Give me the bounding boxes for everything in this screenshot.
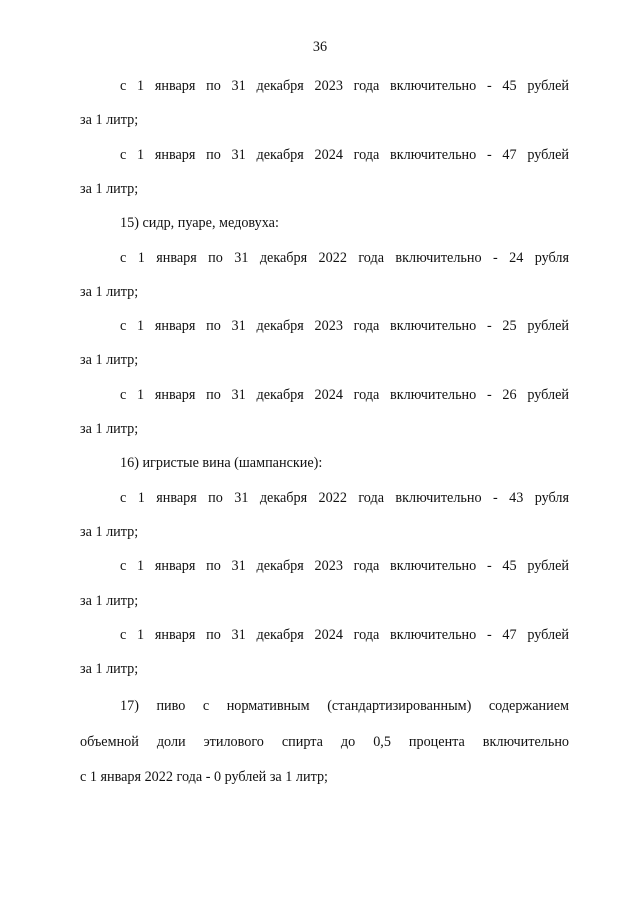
- list-item-heading: 15) сидр, пуаре, медовуха:: [120, 215, 279, 231]
- page-number: 36: [312, 39, 328, 55]
- text-line: с 1 января по 31 декабря 2024 года включительно - 47 рублей: [120, 627, 569, 643]
- text-line: за 1 литр;: [80, 352, 139, 368]
- text-line: за 1 литр;: [80, 524, 139, 540]
- list-item-heading: 17) пиво с нормативным (стандартизированным) содержанием: [120, 698, 569, 714]
- text-line: с 1 января по 31 декабря 2023 года включительно - 45 рублей: [120, 78, 569, 94]
- text-line: с 1 января 2022 года - 0 рублей за 1 литр;: [80, 769, 328, 785]
- text-line: с 1 января по 31 декабря 2022 года включительно - 43 рубля: [120, 490, 569, 506]
- text-line: за 1 литр;: [80, 112, 139, 128]
- text-line: объемной доли этилового спирта до 0,5 процента включительно: [80, 734, 569, 750]
- text-line: с 1 января по 31 декабря 2024 года включительно - 26 рублей: [120, 387, 569, 403]
- text-line: за 1 литр;: [80, 593, 139, 609]
- list-item-heading: 16) игристые вина (шампанские):: [120, 455, 323, 471]
- text-line: с 1 января по 31 декабря 2023 года включительно - 25 рублей: [120, 318, 569, 334]
- text-line: за 1 литр;: [80, 181, 139, 197]
- text-line: за 1 литр;: [80, 421, 139, 437]
- text-line: с 1 января по 31 декабря 2023 года включительно - 45 рублей: [120, 558, 569, 574]
- text-line: за 1 литр;: [80, 661, 139, 677]
- text-line: с 1 января по 31 декабря 2024 года включительно - 47 рублей: [120, 147, 569, 163]
- text-line: за 1 литр;: [80, 284, 139, 300]
- text-line: с 1 января по 31 декабря 2022 года включительно - 24 рубля: [120, 250, 569, 266]
